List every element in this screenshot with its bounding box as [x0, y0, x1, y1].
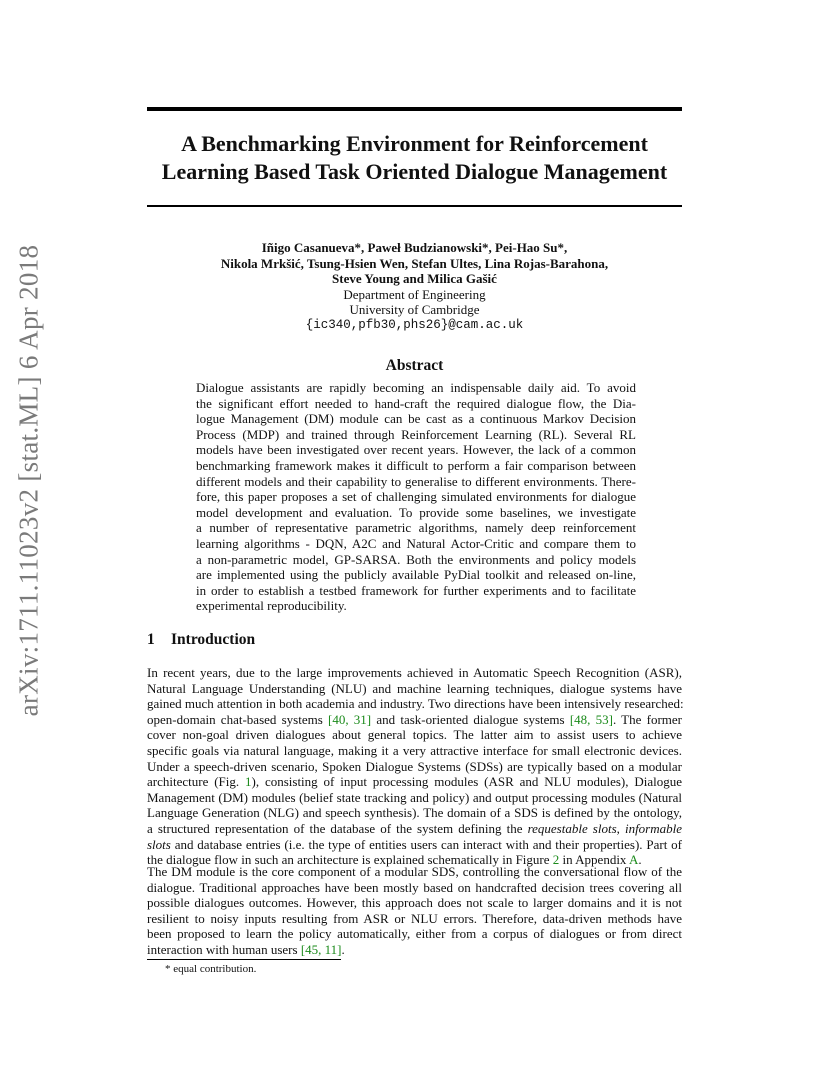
text-line: Management (DM) modules (belief state tracking and policy) and output processing modules (Natural — [147, 789, 682, 805]
citation-link[interactable]: [40, 31] — [328, 711, 372, 727]
abstract-line: logue Management (DM) module can be cast as a continuous Markov Decision — [196, 411, 636, 427]
arxiv-identifier: arXiv:1711.11023v2 [stat.ML] 6 Apr 2018 — [13, 244, 44, 716]
title-bottom-rule — [147, 205, 682, 207]
abstract-heading: Abstract — [385, 357, 444, 374]
figure-ref-link[interactable]: 2 — [552, 852, 560, 868]
title-top-rule — [147, 107, 682, 111]
footnote-rule — [147, 959, 341, 960]
abstract-line: the significant effort needed to hand-craft the required dialogue flow, the Dia- — [196, 395, 636, 411]
intro-paragraph-2 — [147, 864, 682, 958]
text-line: gained much attention in both academia and industry. Two directions have been intensively researched: — [147, 696, 684, 712]
text-line: cover non-goal driven dialogues about general topics. The latter aim to assist users to achieve — [147, 727, 682, 743]
intro-paragraph-1 — [147, 665, 682, 868]
text-line: been proposed to learn the policy automatically, either from a corpus of dialogues or from direct — [147, 926, 682, 942]
citation-link[interactable]: [48, 53] — [569, 711, 613, 727]
text-line: possible dialogues outcomes. However, this approach does not scale to larger domains and it is not — [147, 895, 682, 911]
text-line: dialogue. Traditional approaches have been mostly based on handcrafted decision trees covering all — [147, 879, 682, 895]
text-line: the dialogue flow in such an architecture is explained schematically in Figure 2 in Appendix A. — [147, 852, 642, 868]
text-line: In recent years, due to the large improvements achieved in Automatic Speech Recognition (ASR), — [147, 665, 682, 680]
figure-ref-link[interactable]: 1 — [245, 774, 252, 790]
author-line: Nikola Mrkšić, Tsung-Hsien Wen, Stefan Ultes, Lina Rojas-Barahona, — [220, 255, 609, 271]
abstract-body — [196, 380, 636, 614]
text-line: Under a speech-driven scenario, Spoken Dialogue Systems (SDSs) are typically based on a modular — [147, 758, 682, 774]
abstract-line: a non-parametric model, GP-SARSA. Both the environments and policy models — [196, 551, 636, 567]
abstract-line: fore, this paper proposes a set of challenging simulated environments for dialogue — [196, 489, 636, 505]
abstract-line: models have been investigated over recent years. However, the lack of a common — [196, 442, 636, 458]
text-line: interaction with human users [45, 11]. — [147, 941, 345, 957]
author-block — [147, 240, 682, 333]
paper-title: A Benchmarking Environment for Reinforcement Learning Based Task Oriented Dialogue Management — [161, 131, 668, 184]
abstract-line: in order to establish a testbed framework for further experiments and to facilitate — [196, 582, 636, 598]
abstract-line: benchmarking framework makes it difficult to perform a fair comparison between — [196, 457, 636, 473]
text-line: open-domain chat-based systems [40, 31] and task-oriented dialogue systems [48, 53]. The former — [147, 711, 682, 727]
abstract-line: model development and evaluation. To provide some baselines, we investigate — [196, 504, 636, 520]
abstract-line: Process (MDP) and trained through Reinforcement Learning (RL). Several RL — [196, 426, 636, 442]
affiliation-university: University of Cambridge — [349, 302, 480, 317]
text-line: architecture (Fig. 1), consisting of input processing modules (ASR and NLU modules), Dialogue — [147, 774, 683, 790]
text-line: resilient to noisy inputs resulting from ASR or NLU errors. Therefore, data-driven methods have — [147, 910, 682, 926]
section-number: 1 — [147, 631, 155, 648]
appendix-ref-link[interactable]: A — [628, 852, 639, 868]
affiliation-department: Department of Engineering — [343, 286, 486, 302]
section-heading-introduction — [147, 631, 255, 649]
abstract-line: learning algorithms - DQN, A2C and Natural Actor-Critic and compare them to — [196, 535, 636, 551]
author-email: {ic340,pfb30,phs26}@cam.ac.uk — [305, 317, 524, 332]
abstract-line: are implemented using the publicly available PyDial toolkit and released on-line, — [196, 567, 636, 583]
footnote: * equal contribution. — [165, 963, 257, 975]
abstract-line: Dialogue assistants are rapidly becoming an indispensable daily aid. To avoid — [196, 380, 636, 395]
abstract-line: experimental reproducibility. — [196, 598, 347, 614]
author-line: Iñigo Casanueva*, Paweł Budzianowski*, Pei-Hao Su*, — [261, 240, 568, 255]
author-line: Steve Young and Milica Gašić — [332, 271, 497, 286]
text-line: a structured representation of the database of the system defining the requestable slots, informable — [147, 820, 683, 836]
abstract-line: a number of representative parametric algorithms, namely deep reinforcement — [196, 520, 636, 536]
abstract-line: different models and their capability to generalise to different environments. There- — [196, 473, 636, 489]
text-line: The DM module is the core component of a modular SDS, controlling the conversational flow of the — [147, 864, 682, 879]
citation-link[interactable]: [45, 11] — [300, 941, 342, 957]
section-title: Introduction — [171, 631, 256, 648]
text-line: slots and database entries (i.e. the type of entities users can interact with and their properties). Part of — [147, 836, 682, 852]
text-line: Language Generation (NLG) and speech synthesis). The domain of a SDS is defined by the ontology, — [147, 805, 682, 821]
text-line: Natural Language Understanding (NLU) and machine learning techniques, dialogue systems have — [147, 680, 682, 696]
text-line: specific goals via natural language, making it a very attractive interface for small electronic devices. — [147, 742, 682, 758]
